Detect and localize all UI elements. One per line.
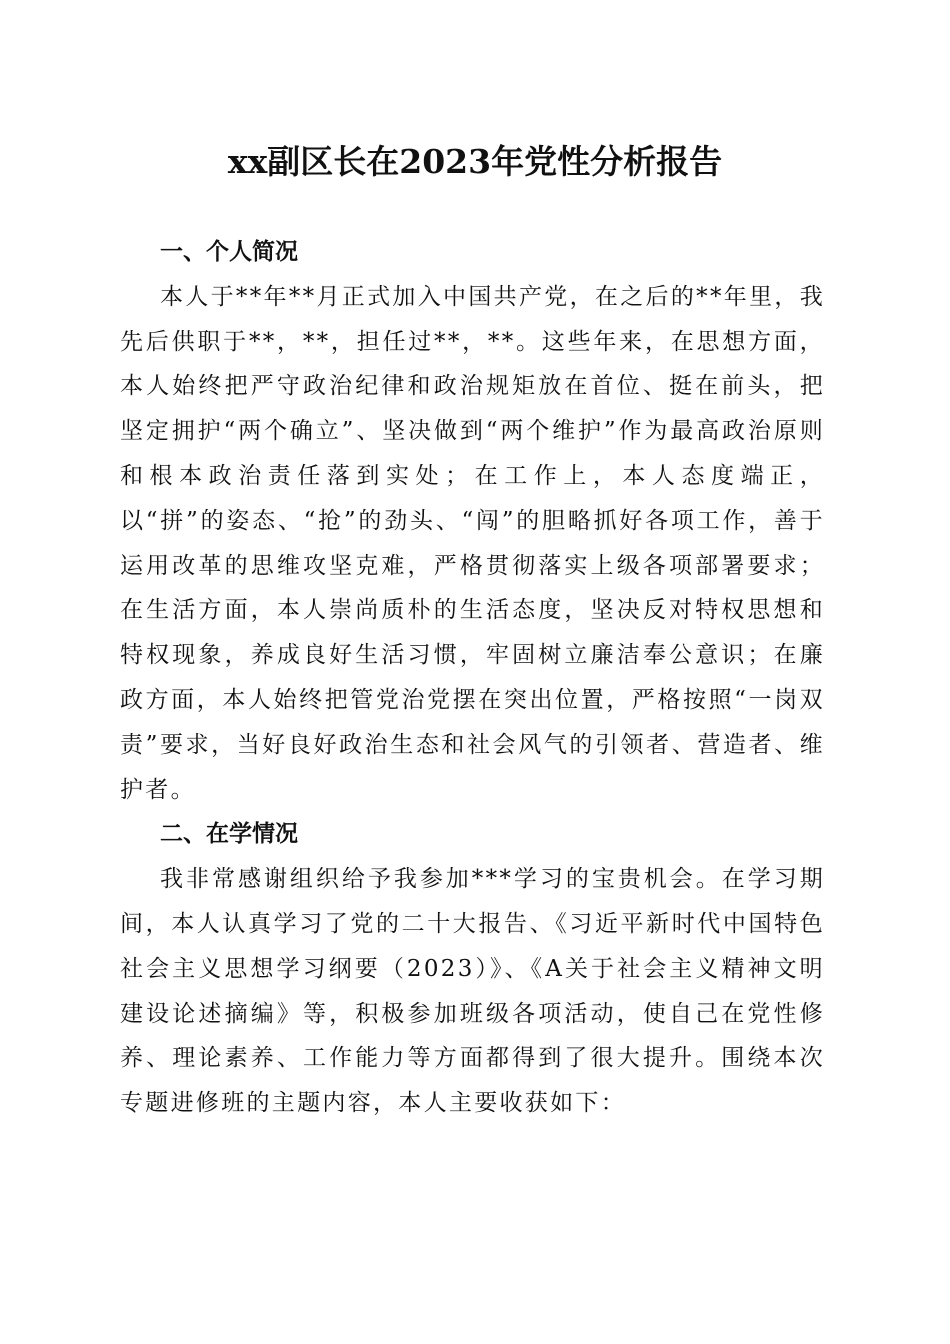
section-heading-study-situation: 二、在学情况 — [160, 821, 298, 848]
section-paragraph-personal-profile: 本人于**年**月正式加入中国共产党，在之后的**年里，我先后供职于**，**，担任过**，**。这些年来，在思想方面，本人始终把严守政治纪律和政治规矩放在首位、挺在前头，把坚定拥护“两个确立”、坚决做到“两个维护”作为最高政治原则和根本政治责任落到实处；在工作上，本人态度端正，以“拼”的姿态、“抢”的劲头、“闯”的胆略抓好各项工作，善于运用改革的思维攻坚克难，严格贯彻落实上级各项部署要求；在生活方面，本人崇尚质朴的生活态度，坚决反对特权思想和特权现象，养成良好生活习惯，牢固树立廉洁奉公意识；在廉政方面，本人始终把管党治党摆在突出位置，严格按照“一岗双责”要求，当好良好政治生态和社会风气的引领者、营造者、维护者。 — [120, 283, 825, 803]
document-title: xx副区长在2023年党性分析报告 — [227, 142, 723, 181]
section-heading-personal-profile: 一、个人简况 — [160, 239, 298, 265]
section-paragraph-study-situation: 我非常感谢组织给予我参加***学习的宝贵机会。在学习期间，本人认真学习了党的二十大报告、《习近平新时代中国特色社会主义思想学习纲要（2023）》、《A关于社会主义精神文明建设论述摘编》等，积极参加班级各项活动，使自己在党性修养、理论素养、工作能力等方面都得到了很大提升。围绕本次专题进修班的主题内容，本人主要收获如下： — [120, 866, 825, 1117]
document-body — [120, 230, 825, 1126]
